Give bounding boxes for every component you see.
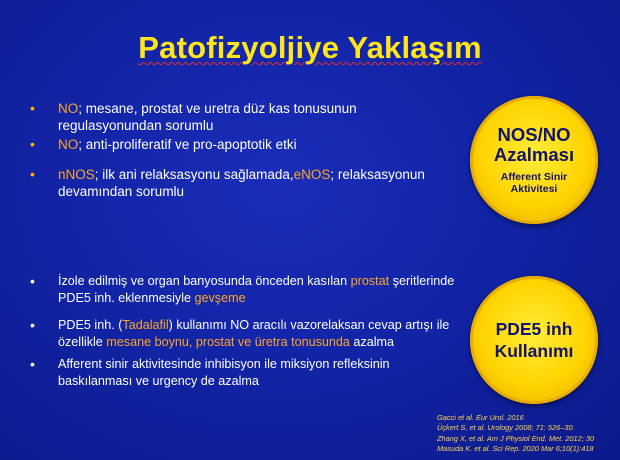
bullet-dot-icon: • [30, 273, 35, 289]
top-bullet-list [30, 100, 450, 200]
highlight-text: eNOS [293, 167, 331, 182]
plain-text: ; ilk ani relaksasyonu sağlamada, [94, 167, 294, 182]
plain-text: şeritlerinde PDE5 inh. eklenmesiyle [58, 274, 455, 305]
plain-text: Afferent sinir aktivitesinde inhibisyon ile miksiyon refleksinin baskılanması ve urgency de azalma [58, 357, 390, 388]
reference-line: Zhang X, et al. Am J Physiol End. Met. 2012; 30 [437, 433, 595, 443]
pde5-badge [470, 276, 598, 404]
reference-line: Masuda K. et al. Sci Rep. 2020 Mar 6;10(1):418 [437, 444, 594, 454]
plain-text: ; mesane, prostat ve uretra düz kas tonusunun regulasyonundan sorumlu [58, 101, 357, 133]
bullet-text [58, 318, 449, 349]
plain-text: azalma [349, 334, 395, 349]
plain-text: ; anti-proliferatif ve pro-apoptotik etki [78, 137, 297, 152]
plain-text: ; relaksasyonun devamından sorumlu [58, 167, 425, 199]
bullet-text [58, 357, 390, 388]
highlight-text: NO [58, 137, 79, 152]
badge-title-line: Kullanımı [494, 341, 574, 361]
badge-subtitle-line: Aktivitesi [510, 183, 558, 195]
badge-subtitle [501, 171, 568, 195]
bullet-dot-icon: • [30, 317, 35, 333]
badge-title-line: PDE5 inh [495, 319, 573, 339]
highlight-text: gevşeme [194, 290, 246, 305]
bottom-bullet-list [30, 273, 460, 389]
bullet-item [30, 356, 460, 389]
bullet-dot-icon: • [30, 356, 35, 372]
bullet-text [58, 167, 425, 199]
reference-line: Üçkert S, et al. Urology 2008; 71: 526–30. [437, 423, 575, 433]
bullet-text [58, 101, 357, 133]
bullet-item [30, 166, 450, 200]
plain-text: ) kullanımı NO aracılı vazorelaksan cevap artışı ile özellikle [58, 318, 450, 349]
bullet-item [30, 100, 450, 134]
highlight-text: mesane boynu, prostat ve üretra tonusunda [106, 334, 350, 349]
plain-text: İzole edilmiş ve organ banyosunda önceden kasılan [58, 274, 351, 288]
slide-title: Patofizyoljiye Yaklaşım [138, 30, 482, 65]
bullet-dot-icon: • [30, 166, 35, 182]
references [437, 413, 620, 455]
highlight-text: Tadalafil [122, 318, 169, 332]
highlight-text: nNOS [58, 167, 95, 182]
plain-text: PDE5 inh. ( [58, 318, 123, 332]
bullet-item [30, 317, 460, 350]
nos-no-badge [470, 96, 598, 224]
badge-subtitle-line: Afferent Sinir [500, 171, 568, 183]
highlight-text: prostat [350, 274, 390, 288]
bullet-text [58, 137, 297, 152]
bullet-dot-icon: • [30, 136, 35, 152]
bullet-dot-icon: • [30, 100, 35, 116]
reference-line: Gacci et al. Eur Urol. 2016 [437, 413, 524, 422]
bullet-text [58, 274, 454, 305]
badge-title-line: NOS/NO [497, 124, 571, 145]
bullet-item [30, 136, 450, 153]
bullet-item [30, 273, 460, 306]
highlight-text: NO [58, 101, 79, 116]
badge-title-line: Azalması [493, 144, 575, 165]
